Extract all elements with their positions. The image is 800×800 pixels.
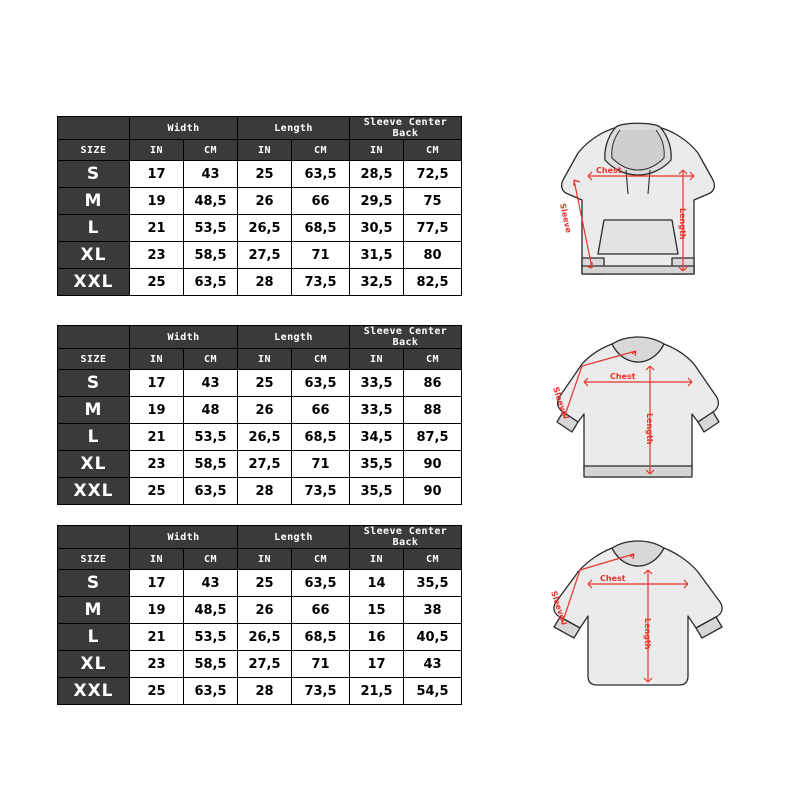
cell-length-cm: 68,5 xyxy=(292,424,350,451)
group-header-blank xyxy=(58,326,130,349)
cell-sleeve-in: 29,5 xyxy=(350,188,404,215)
header-unit-in-width: IN xyxy=(130,140,184,161)
cell-length-in: 26 xyxy=(238,597,292,624)
cell-length-cm: 68,5 xyxy=(292,624,350,651)
table-unit-header-row xyxy=(58,549,462,570)
cell-sleeve-in: 16 xyxy=(350,624,404,651)
cell-length-cm: 63,5 xyxy=(292,161,350,188)
row-size-label: M xyxy=(58,397,130,424)
group-header-width: Width xyxy=(130,117,238,140)
cell-sleeve-cm: 87,5 xyxy=(404,424,462,451)
group-header-sleeve: Sleeve Center Back xyxy=(350,526,462,549)
cell-sleeve-in: 14 xyxy=(350,570,404,597)
row-size-label: S xyxy=(58,570,130,597)
cell-length-in: 26,5 xyxy=(238,424,292,451)
cell-length-in: 27,5 xyxy=(238,242,292,269)
cell-width-cm: 58,5 xyxy=(184,651,238,678)
row-size-label: XXL xyxy=(58,678,130,705)
sweatshirt-illustration xyxy=(508,318,768,513)
size-table-hoodie xyxy=(57,116,462,296)
cell-length-in: 25 xyxy=(238,161,292,188)
table-row xyxy=(58,424,462,451)
table-row xyxy=(58,451,462,478)
cell-width-in: 23 xyxy=(130,451,184,478)
row-size-label: XXL xyxy=(58,478,130,505)
label-sleeve: Sleeve xyxy=(549,589,567,622)
table-row xyxy=(58,597,462,624)
cell-length-in: 26,5 xyxy=(238,624,292,651)
cell-sleeve-cm: 75 xyxy=(404,188,462,215)
cell-length-cm: 73,5 xyxy=(292,269,350,296)
cell-sleeve-cm: 90 xyxy=(404,451,462,478)
table-row xyxy=(58,678,462,705)
cell-sleeve-in: 30,5 xyxy=(350,215,404,242)
cell-sleeve-in: 17 xyxy=(350,651,404,678)
row-size-label: XL xyxy=(58,451,130,478)
size-table-hoodie-block xyxy=(57,116,462,296)
cell-length-in: 25 xyxy=(238,370,292,397)
table-row xyxy=(58,570,462,597)
header-unit-cm-width: CM xyxy=(184,140,238,161)
cell-width-cm: 58,5 xyxy=(184,451,238,478)
table-group-header-row xyxy=(58,326,462,349)
group-header-width: Width xyxy=(130,526,238,549)
header-unit-cm-width: CM xyxy=(184,549,238,570)
group-header-length: Length xyxy=(238,117,350,140)
header-unit-in-sleeve: IN xyxy=(350,549,404,570)
table-row xyxy=(58,188,462,215)
cell-length-cm: 68,5 xyxy=(292,215,350,242)
cell-width-in: 17 xyxy=(130,570,184,597)
row-size-label: S xyxy=(58,161,130,188)
cell-length-cm: 66 xyxy=(292,397,350,424)
cell-width-cm: 53,5 xyxy=(184,424,238,451)
table-row xyxy=(58,624,462,651)
cell-length-in: 26 xyxy=(238,397,292,424)
cell-width-in: 19 xyxy=(130,597,184,624)
tshirt-illustration xyxy=(508,520,768,715)
cell-length-cm: 63,5 xyxy=(292,570,350,597)
cell-sleeve-cm: 72,5 xyxy=(404,161,462,188)
cell-sleeve-cm: 88 xyxy=(404,397,462,424)
group-header-blank xyxy=(58,526,130,549)
cell-width-cm: 58,5 xyxy=(184,242,238,269)
table-row xyxy=(58,215,462,242)
header-unit-in-length: IN xyxy=(238,549,292,570)
cell-length-in: 25 xyxy=(238,570,292,597)
table-unit-header-row xyxy=(58,349,462,370)
cell-sleeve-cm: 86 xyxy=(404,370,462,397)
size-table-sweatshirt xyxy=(57,325,462,505)
cell-sleeve-in: 21,5 xyxy=(350,678,404,705)
size-table-tshirt xyxy=(57,525,462,705)
cell-width-cm: 63,5 xyxy=(184,678,238,705)
label-chest: Chest xyxy=(600,574,626,583)
cell-width-cm: 48,5 xyxy=(184,188,238,215)
row-size-label: XL xyxy=(58,651,130,678)
cell-sleeve-in: 34,5 xyxy=(350,424,404,451)
size-table-tshirt-block xyxy=(57,525,462,705)
cell-width-cm: 63,5 xyxy=(184,478,238,505)
cell-length-in: 26 xyxy=(238,188,292,215)
cell-width-cm: 43 xyxy=(184,370,238,397)
cell-width-cm: 53,5 xyxy=(184,215,238,242)
table-row xyxy=(58,651,462,678)
row-size-label: L xyxy=(58,215,130,242)
table-row xyxy=(58,242,462,269)
label-chest: Chest xyxy=(596,166,622,175)
group-header-length: Length xyxy=(238,326,350,349)
cell-width-in: 25 xyxy=(130,678,184,705)
row-size-label: XXL xyxy=(58,269,130,296)
cell-length-cm: 71 xyxy=(292,651,350,678)
cell-width-in: 17 xyxy=(130,370,184,397)
header-unit-cm-width: CM xyxy=(184,349,238,370)
group-header-blank xyxy=(58,117,130,140)
table-row xyxy=(58,161,462,188)
cell-sleeve-in: 33,5 xyxy=(350,397,404,424)
cell-sleeve-cm: 82,5 xyxy=(404,269,462,296)
size-table-sweatshirt-block xyxy=(57,325,462,505)
header-unit-cm-sleeve: CM xyxy=(404,349,462,370)
label-length: Length xyxy=(678,208,687,240)
cell-width-in: 25 xyxy=(130,478,184,505)
cell-length-in: 27,5 xyxy=(238,651,292,678)
row-size-label: L xyxy=(58,624,130,651)
cell-sleeve-cm: 40,5 xyxy=(404,624,462,651)
hoodie-illustration xyxy=(508,108,768,308)
cell-length-cm: 71 xyxy=(292,242,350,269)
header-unit-in-sleeve: IN xyxy=(350,140,404,161)
cell-length-cm: 71 xyxy=(292,451,350,478)
cell-length-cm: 66 xyxy=(292,188,350,215)
cell-width-cm: 48 xyxy=(184,397,238,424)
label-length: Length xyxy=(645,413,654,445)
cell-sleeve-cm: 54,5 xyxy=(404,678,462,705)
table-group-header-row xyxy=(58,117,462,140)
cell-width-in: 19 xyxy=(130,397,184,424)
table-row xyxy=(58,397,462,424)
cell-sleeve-in: 15 xyxy=(350,597,404,624)
cell-width-cm: 53,5 xyxy=(184,624,238,651)
row-size-label: S xyxy=(58,370,130,397)
cell-width-in: 21 xyxy=(130,624,184,651)
header-unit-cm-sleeve: CM xyxy=(404,549,462,570)
header-size: SIZE xyxy=(58,349,130,370)
cell-length-in: 28 xyxy=(238,269,292,296)
cell-length-in: 28 xyxy=(238,478,292,505)
cell-width-cm: 63,5 xyxy=(184,269,238,296)
cell-sleeve-in: 32,5 xyxy=(350,269,404,296)
header-unit-in-length: IN xyxy=(238,349,292,370)
header-unit-in-length: IN xyxy=(238,140,292,161)
cell-width-in: 21 xyxy=(130,424,184,451)
table-group-header-row xyxy=(58,526,462,549)
cell-width-cm: 43 xyxy=(184,570,238,597)
cell-length-cm: 73,5 xyxy=(292,478,350,505)
header-size: SIZE xyxy=(58,140,130,161)
header-unit-in-sleeve: IN xyxy=(350,349,404,370)
cell-sleeve-cm: 43 xyxy=(404,651,462,678)
cell-width-cm: 43 xyxy=(184,161,238,188)
table-row xyxy=(58,269,462,296)
cell-width-in: 23 xyxy=(130,242,184,269)
cell-sleeve-in: 33,5 xyxy=(350,370,404,397)
cell-width-in: 17 xyxy=(130,161,184,188)
group-header-sleeve: Sleeve Center Back xyxy=(350,117,462,140)
cell-length-in: 28 xyxy=(238,678,292,705)
row-size-label: M xyxy=(58,188,130,215)
row-size-label: L xyxy=(58,424,130,451)
cell-width-in: 21 xyxy=(130,215,184,242)
cell-sleeve-cm: 90 xyxy=(404,478,462,505)
group-header-length: Length xyxy=(238,526,350,549)
row-size-label: M xyxy=(58,597,130,624)
cell-sleeve-cm: 77,5 xyxy=(404,215,462,242)
cell-length-cm: 66 xyxy=(292,597,350,624)
header-size: SIZE xyxy=(58,549,130,570)
table-unit-header-row xyxy=(58,140,462,161)
table-row xyxy=(58,478,462,505)
label-chest: Chest xyxy=(610,372,636,381)
cell-length-cm: 63,5 xyxy=(292,370,350,397)
group-header-width: Width xyxy=(130,326,238,349)
row-size-label: XL xyxy=(58,242,130,269)
cell-width-in: 23 xyxy=(130,651,184,678)
header-unit-cm-length: CM xyxy=(292,549,350,570)
cell-width-in: 19 xyxy=(130,188,184,215)
table-row xyxy=(58,370,462,397)
cell-sleeve-in: 31,5 xyxy=(350,242,404,269)
header-unit-cm-sleeve: CM xyxy=(404,140,462,161)
header-unit-cm-length: CM xyxy=(292,349,350,370)
cell-width-in: 25 xyxy=(130,269,184,296)
label-sleeve: Sleeve xyxy=(551,385,569,418)
header-unit-cm-length: CM xyxy=(292,140,350,161)
cell-width-cm: 48,5 xyxy=(184,597,238,624)
cell-sleeve-in: 35,5 xyxy=(350,451,404,478)
label-sleeve: Sleeve xyxy=(558,202,574,234)
cell-sleeve-cm: 35,5 xyxy=(404,570,462,597)
cell-sleeve-cm: 80 xyxy=(404,242,462,269)
cell-length-in: 27,5 xyxy=(238,451,292,478)
cell-length-in: 26,5 xyxy=(238,215,292,242)
cell-sleeve-in: 35,5 xyxy=(350,478,404,505)
label-length: Length xyxy=(643,618,652,650)
header-unit-in-width: IN xyxy=(130,549,184,570)
cell-length-cm: 73,5 xyxy=(292,678,350,705)
group-header-sleeve: Sleeve Center Back xyxy=(350,326,462,349)
cell-sleeve-in: 28,5 xyxy=(350,161,404,188)
cell-sleeve-cm: 38 xyxy=(404,597,462,624)
header-unit-in-width: IN xyxy=(130,349,184,370)
